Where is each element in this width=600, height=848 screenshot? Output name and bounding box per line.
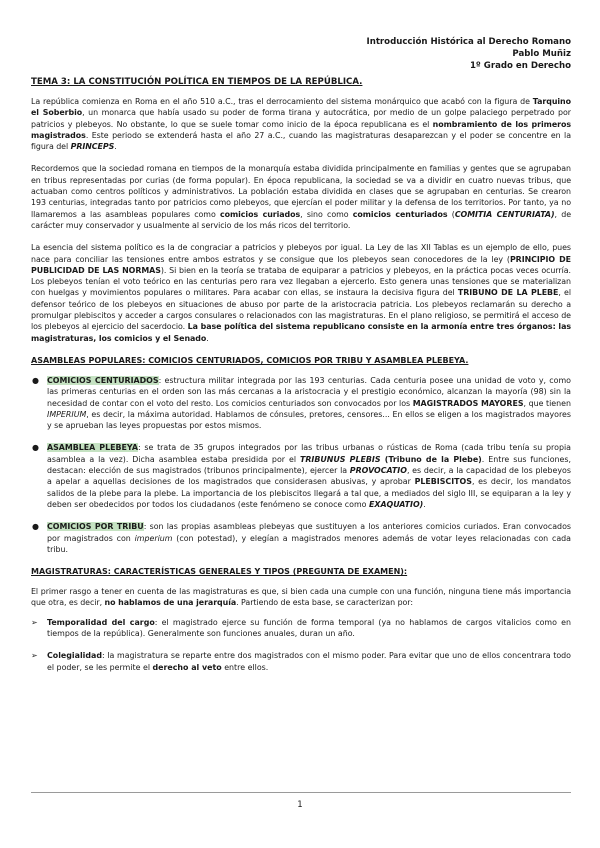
bullet-icon: ●: [32, 522, 39, 532]
bullet-icon: ●: [32, 375, 39, 385]
page-number: 1: [297, 800, 303, 810]
arrow-bullet-icon: ➢: [31, 651, 38, 661]
page-title: TEMA 3: LA CONSTITUCIÓN POLÍTICA EN TIEMPOS DE LA REPÚBLICA.: [31, 77, 363, 87]
paragraph-magistracies-intro: El primer rasgo a tener en cuenta de las magistraturas es que, si bien cada una cumple con una función, ninguna tiene más importancia que otra, es decir, no hablamos de una jerarquía. Partiendo de esta base, se caracterizan por:: [31, 587, 571, 608]
list-item: ➢ Colegialidad: la magistratura se reparte entre dos magistrados con el mismo poder. Para evitar que uno de ellos concentrara todo el poder, se les permite el derecho al veto entre ellos.: [31, 651, 571, 672]
list-item: ● COMICIOS CENTURIADOS: estructura militar integrada por las 193 centurias. Cada centuria posee una unidad de voto y, como las primeras centurias en el orden son las más cercanas a la aristocracia y el prestigio económico, alcanzan la mayoría (98) sin la necesidad de contar con el voto del resto. Los comicios centuriados son convocados por los MAGISTRADOS MAYORES, que tienen IMPERIUM, es decir, la máxima autoridad. Hablamos de cónsules, pretores, censores... En ellos se eligen a los magistrados mayores y se aprueban las leyes propuestas por estos mismos.: [32, 375, 571, 431]
bullet-icon: ●: [32, 443, 39, 453]
paragraph-society: Recordemos que la sociedad romana en tiempos de la monarquía estaba dividida principalmente en familias y gentes que se agrupaban en tribus representadas por curias (de forma popular). En época republicana, la sociedad se va a dividir en cuatro nuevas tribus, que actuaban como centros políticos y administrativos. La población estaba dividida en clases que se agrupaban en centurias. Se crearon 193 centurias, integradas tanto por patricios como plebeyos, que ejercían el poder militar y la defensa de los territorios. Por tanto, ya no llamaremos a las asambleas populares como comicios curiados, sino como comicios centuriados (COMITIA CENTURIATA), de carácter muy conservador y usualmente al servicio de los más ricos del territorio.: [31, 164, 571, 230]
paragraph-republic-origin: La república comienza en Roma en el año 510 a.C., tras el derrocamiento del sistema monárquico que acabó con la figura de Tarquino el Soberbio, un monarca que había usado su poder de forma tirana y autocrática, por medio de un golpe palaciego perpetrado por patricios y plebeyos. No obstante, lo que se suele tomar como inicio de la época republicana es el nombramiento de los primeros magistrados. Este periodo se extenderá hasta el año 27 a.C., cuando las magistraturas desaparezcan y el poder se concentre en la figura del PRINCEPS.: [31, 97, 571, 152]
header-course: Introducción Histórica al Derecho Romano: [366, 37, 571, 47]
characteristics-list: [31, 617, 571, 673]
list-item: ➢ Temporalidad del cargo: el magistrado ejerce su función de forma temporal (ya no hablamos de cargos vitalicios como en tiempos de la república). Generalmente son funciones anuales, duran un año.: [31, 617, 571, 638]
header-author: Pablo Muñiz: [512, 49, 571, 59]
section-heading-magistracies: MAGISTRATURAS: CARACTERÍSTICAS GENERALES Y TIPOS (PREGUNTA DE EXAMEN):: [31, 567, 408, 577]
header-grade: 1º Grado en Derecho: [469, 61, 571, 71]
document-page: [31, 36, 571, 673]
section-heading-assemblies: ASAMBLEAS POPULARES: COMICIOS CENTURIADOS, COMICIOS POR TRIBU Y ASAMBLEA PLEBEYA.: [31, 355, 469, 365]
list-item: ● ASAMBLEA PLEBEYA: se trata de 35 grupos integrados por las tribus urbanas o rústicas de Roma (cada tribu tenía su propia asamblea a la vez). Dicha asamblea estaba presidida por el TRIBUNUS PLEBIS (Tribuno de la Plebe). Entre sus funciones, destacan: elección de sus magistrados (tribunos principalmente), ejercer la PROVOCATIO, es decir, a la capacidad de los plebeyos a apelar a aquellas decisiones de los magistrados que considerasen abusivas, y aprobar PLEBISCITOS, es decir, los mandatos salidos de la plebe para la plebe. La importancia de los plebiscitos llegará a tal que, a mediados del siglo III, se equiparan a la ley y deben ser obedecidos por todos los ciudadanos (este fenómeno se conoce como EXAQUATIO).: [32, 443, 572, 509]
assemblies-list: [31, 375, 571, 555]
arrow-bullet-icon: ➢: [31, 617, 38, 627]
list-item: ● COMICIOS POR TRIBU: son las propias asambleas plebeyas que sustituyen a los anteriores comicios curiados. Eran convocados por magistrados con imperium (con potestad), y elegían a magistrados menores además de votar leyes relacionadas con cada tribu.: [32, 522, 572, 554]
footer-divider: [31, 792, 571, 793]
paragraph-political-system: La esencia del sistema político es la de congraciar a patricios y plebeyos por igual. La Ley de las XII Tablas es un ejemplo de ello, pues nace para conciliar las tensiones entre ambos estratos y se consigue que los plebeyos sean conocedores de la ley (PRINCIPIO DE PUBLICIDAD DE LAS NORMAS). Si bien en la teoría se trataba de equiparar a patricios y plebeyos, en la práctica pocas veces ocurría. Los plebeyos tenían el voto teórico en las centurias pero rara vez llegaban a ejercerlo. Esto genera unas tensiones que se materializan con huelgas y movimientos populares o militares. Para acabar con ellas, se instaura la decisiva figura del TRIBUNO DE LA PLEBE, el defensor teórico de los plebeyos en situaciones de abuso por parte de la aristocracia patricia. Los plebeyos reclamarán su derecho a promulgar plebiscitos y acceder a cargos consulares o relacionados con las magistraturas. En el plano religioso, se permitirá el acceso de los plebeyos al ejercicio del sacerdocio. La base política del sistema republicano consiste en la armonía entre tres órganos: las magistraturas, los comicios y el Senado.: [31, 243, 572, 343]
